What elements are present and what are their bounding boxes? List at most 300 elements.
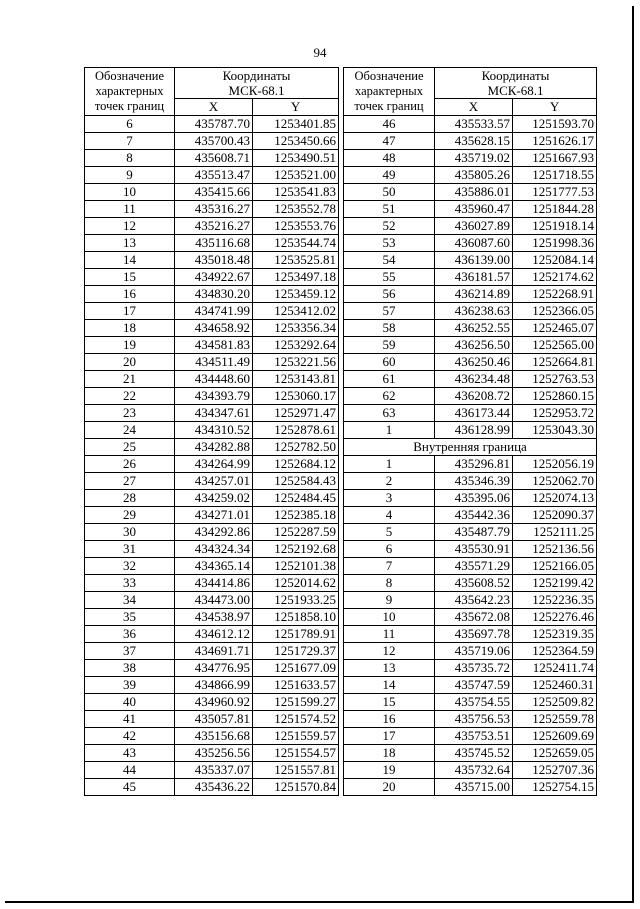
table-row [85,286,339,303]
y-coordinate-cell: 1252166.05 [513,558,597,575]
x-coordinate-cell: 435754.55 [435,694,513,711]
x-coordinate-cell: 434282.88 [175,439,253,456]
y-coordinate-cell: 1252236.35 [513,592,597,609]
table-row [344,592,597,609]
table-row [85,116,339,133]
table-row [344,269,597,286]
table-row [85,371,339,388]
y-coordinate-cell: 1251557.81 [253,762,339,779]
x-coordinate-cell: 435487.79 [435,524,513,541]
y-coordinate-cell: 1252366.05 [513,303,597,320]
point-id-cell: 27 [85,473,175,490]
table-row [344,218,597,235]
point-id-cell: 44 [85,762,175,779]
y-coordinate-cell: 1251677.09 [253,660,339,677]
x-coordinate-cell: 436128.99 [435,422,513,439]
point-id-cell: 38 [85,660,175,677]
y-coordinate-cell: 1252199.42 [513,575,597,592]
point-id-cell: 5 [344,524,435,541]
x-coordinate-cell: 435608.52 [435,575,513,592]
table-row [85,354,339,371]
x-coordinate-cell: 435442.36 [435,507,513,524]
x-coordinate-cell: 435732.64 [435,762,513,779]
point-id-cell: 10 [85,184,175,201]
y-coordinate-cell: 1252971.47 [253,405,339,422]
y-coordinate-cell: 1252174.62 [513,269,597,286]
point-id-cell: 26 [85,456,175,473]
y-coordinate-cell: 1251559.57 [253,728,339,745]
points-column-header: Обозначение характерных точек границ [344,68,435,116]
y-coordinate-cell: 1252101.38 [253,558,339,575]
table-row [344,371,597,388]
y-coordinate-cell: 1253060.17 [253,388,339,405]
x-coordinate-cell: 434264.99 [175,456,253,473]
table-row [344,779,597,796]
x-coordinate-cell: 434473.00 [175,592,253,609]
table-row [344,745,597,762]
y-coordinate-cell: 1251789.91 [253,626,339,643]
point-id-cell: 61 [344,371,435,388]
table-row [85,524,339,541]
point-id-cell: 9 [344,592,435,609]
table-row [85,592,339,609]
table-row [344,201,597,218]
x-coordinate-cell: 435415.66 [175,184,253,201]
x-coordinate-cell: 434658.92 [175,320,253,337]
x-coordinate-cell: 435745.52 [435,745,513,762]
coordinates-table-right [343,67,597,796]
point-id-cell: 14 [85,252,175,269]
point-id-cell: 17 [344,728,435,745]
table-row [344,252,597,269]
table-row [85,388,339,405]
x-coordinate-cell: 434581.83 [175,337,253,354]
x-coordinate-cell: 435697.78 [435,626,513,643]
points-column-header: Обозначение характерных точек границ [85,68,175,116]
point-id-cell: 36 [85,626,175,643]
y-coordinate-cell: 1252565.00 [513,337,597,354]
table-row [344,541,597,558]
y-coordinate-cell: 1252684.12 [253,456,339,473]
x-coordinate-cell: 435116.68 [175,235,253,252]
y-coordinate-cell: 1252014.62 [253,575,339,592]
table-row [344,728,597,745]
x-coordinate-cell: 436208.72 [435,388,513,405]
y-coordinate-cell: 1253459.12 [253,286,339,303]
table-row [85,609,339,626]
y-coordinate-cell: 1253143.81 [253,371,339,388]
y-coordinate-cell: 1251718.55 [513,167,597,184]
inner-boundary-label: Внутренняя граница [344,439,597,456]
y-coordinate-cell: 1251918.14 [513,218,597,235]
table-row [344,286,597,303]
table-row [85,626,339,643]
table-row [85,405,339,422]
point-id-cell: 2 [344,473,435,490]
point-id-cell: 63 [344,405,435,422]
right-table-body [344,116,597,796]
x-coordinate-cell: 435571.29 [435,558,513,575]
x-coordinate-cell: 434448.60 [175,371,253,388]
table-row [85,728,339,745]
x-coordinate-cell: 436252.55 [435,320,513,337]
y-coordinate-cell: 1251777.53 [513,184,597,201]
table-row [85,218,339,235]
point-id-cell: 49 [344,167,435,184]
x-coordinate-cell: 435057.81 [175,711,253,728]
point-id-cell: 22 [85,388,175,405]
point-id-cell: 13 [85,235,175,252]
y-coordinate-cell: 1251667.93 [513,150,597,167]
table-row [85,235,339,252]
table-row [85,184,339,201]
point-id-cell: 19 [85,337,175,354]
point-id-cell: 18 [85,320,175,337]
x-coordinate-cell: 435886.01 [435,184,513,201]
table-row [344,354,597,371]
table-row [344,320,597,337]
table-row [344,167,597,184]
table-row [344,643,597,660]
point-id-cell: 16 [85,286,175,303]
table-row [85,167,339,184]
point-id-cell: 28 [85,490,175,507]
x-coordinate-cell: 434511.49 [175,354,253,371]
point-id-cell: 3 [344,490,435,507]
point-id-cell: 35 [85,609,175,626]
x-coordinate-cell: 436027.89 [435,218,513,235]
x-coordinate-cell: 435530.91 [435,541,513,558]
table-row [85,643,339,660]
table-row [85,252,339,269]
y-coordinate-cell: 1252268.91 [513,286,597,303]
x-coordinate-cell: 434612.12 [175,626,253,643]
y-coordinate-cell: 1253521.00 [253,167,339,184]
x-coordinate-cell: 434960.92 [175,694,253,711]
table-row [85,133,339,150]
y-column-header: Y [513,99,597,116]
y-coordinate-cell: 1252074.13 [513,490,597,507]
x-coordinate-cell: 435747.59 [435,677,513,694]
point-id-cell: 40 [85,694,175,711]
y-coordinate-cell: 1252062.70 [513,473,597,490]
section-row [344,439,597,456]
point-id-cell: 4 [344,507,435,524]
point-id-cell: 29 [85,507,175,524]
point-id-cell: 56 [344,286,435,303]
table-row [344,456,597,473]
point-id-cell: 62 [344,388,435,405]
x-coordinate-cell: 436139.00 [435,252,513,269]
x-coordinate-cell: 435296.81 [435,456,513,473]
y-coordinate-cell: 1252584.43 [253,473,339,490]
table-row [85,779,339,796]
x-coordinate-cell: 435337.07 [175,762,253,779]
point-id-cell: 55 [344,269,435,286]
point-id-cell: 13 [344,660,435,677]
table-row [85,694,339,711]
coordinates-header: Координаты МСК-68.1 [435,68,597,99]
y-coordinate-cell: 1252385.18 [253,507,339,524]
x-coordinate-cell: 435436.22 [175,779,253,796]
x-coordinate-cell: 436238.63 [435,303,513,320]
y-coordinate-cell: 1251599.27 [253,694,339,711]
y-coordinate-cell: 1252084.14 [513,252,597,269]
y-coordinate-cell: 1252754.15 [513,779,597,796]
y-coordinate-cell: 1251858.10 [253,609,339,626]
table-row [344,660,597,677]
point-id-cell: 47 [344,133,435,150]
x-column-header: X [175,99,253,116]
y-coordinate-cell: 1253401.85 [253,116,339,133]
table-row [85,439,339,456]
x-coordinate-cell: 436087.60 [435,235,513,252]
y-coordinate-cell: 1252860.15 [513,388,597,405]
table-row [344,422,597,439]
x-coordinate-cell: 434257.01 [175,473,253,490]
x-coordinate-cell: 434271.01 [175,507,253,524]
point-id-cell: 15 [85,269,175,286]
point-id-cell: 51 [344,201,435,218]
point-id-cell: 8 [344,575,435,592]
y-coordinate-cell: 1252878.61 [253,422,339,439]
table-row [85,507,339,524]
y-coordinate-cell: 1252465.07 [513,320,597,337]
table-row [85,320,339,337]
y-coordinate-cell: 1252609.69 [513,728,597,745]
point-id-cell: 12 [344,643,435,660]
y-coordinate-cell: 1253292.64 [253,337,339,354]
page-number: 94 [313,45,327,60]
x-coordinate-cell: 434292.86 [175,524,253,541]
table-row [344,235,597,252]
x-coordinate-cell: 435533.57 [435,116,513,133]
point-id-cell: 46 [344,116,435,133]
y-coordinate-cell: 1252090.37 [513,507,597,524]
table-row [344,677,597,694]
y-coordinate-cell: 1252664.81 [513,354,597,371]
x-coordinate-cell: 436173.44 [435,405,513,422]
point-id-cell: 9 [85,167,175,184]
x-coordinate-cell: 435395.06 [435,490,513,507]
y-coordinate-cell: 1253525.81 [253,252,339,269]
table-row [85,745,339,762]
table-row [344,473,597,490]
point-id-cell: 30 [85,524,175,541]
x-coordinate-cell: 435719.06 [435,643,513,660]
table-row [344,558,597,575]
y-coordinate-cell: 1253544.74 [253,235,339,252]
point-id-cell: 31 [85,541,175,558]
y-coordinate-cell: 1252953.72 [513,405,597,422]
y-coordinate-cell: 1252276.46 [513,609,597,626]
x-coordinate-cell: 435156.68 [175,728,253,745]
x-coordinate-cell: 434347.61 [175,405,253,422]
x-coordinate-cell: 436214.89 [435,286,513,303]
y-coordinate-cell: 1251933.25 [253,592,339,609]
table-row [85,473,339,490]
y-coordinate-cell: 1251593.70 [513,116,597,133]
x-coordinate-cell: 435316.27 [175,201,253,218]
y-coordinate-cell: 1253497.18 [253,269,339,286]
y-coordinate-cell: 1252287.59 [253,524,339,541]
point-id-cell: 7 [344,558,435,575]
point-id-cell: 18 [344,745,435,762]
y-coordinate-cell: 1253450.66 [253,133,339,150]
table-row [344,116,597,133]
x-coordinate-cell: 435700.43 [175,133,253,150]
y-coordinate-cell: 1253221.56 [253,354,339,371]
x-coordinate-cell: 434259.02 [175,490,253,507]
x-coordinate-cell: 435513.47 [175,167,253,184]
coordinates-header: Координаты МСК-68.1 [175,68,339,99]
point-id-cell: 58 [344,320,435,337]
coordinates-table-left [84,67,339,796]
table-row [85,660,339,677]
point-id-cell: 37 [85,643,175,660]
point-id-cell: 1 [344,456,435,473]
table-row [344,150,597,167]
x-coordinate-cell: 434922.67 [175,269,253,286]
x-coordinate-cell: 435628.15 [435,133,513,150]
x-coordinate-cell: 435346.39 [435,473,513,490]
x-coordinate-cell: 435960.47 [435,201,513,218]
point-id-cell: 23 [85,405,175,422]
table-row [85,150,339,167]
table-row [85,303,339,320]
y-coordinate-cell: 1251729.37 [253,643,339,660]
y-coordinate-cell: 1253356.34 [253,320,339,337]
point-id-cell: 6 [344,541,435,558]
point-id-cell: 11 [85,201,175,218]
y-coordinate-cell: 1251570.84 [253,779,339,796]
x-coordinate-cell: 435719.02 [435,150,513,167]
point-id-cell: 53 [344,235,435,252]
y-coordinate-cell: 1251626.17 [513,133,597,150]
y-coordinate-cell: 1253552.78 [253,201,339,218]
y-coordinate-cell: 1251844.28 [513,201,597,218]
y-coordinate-cell: 1252509.82 [513,694,597,711]
table-row [344,184,597,201]
table-row [85,456,339,473]
x-coordinate-cell: 435642.23 [435,592,513,609]
y-coordinate-cell: 1252782.50 [253,439,339,456]
point-id-cell: 45 [85,779,175,796]
table-row [344,609,597,626]
point-id-cell: 59 [344,337,435,354]
x-coordinate-cell: 435608.71 [175,150,253,167]
x-coordinate-cell: 434414.86 [175,575,253,592]
y-coordinate-cell: 1252460.31 [513,677,597,694]
point-id-cell: 6 [85,116,175,133]
table-row [85,490,339,507]
x-coordinate-cell: 434691.71 [175,643,253,660]
point-id-cell: 7 [85,133,175,150]
point-id-cell: 10 [344,609,435,626]
y-coordinate-cell: 1252411.74 [513,660,597,677]
table-row [85,201,339,218]
point-id-cell: 57 [344,303,435,320]
point-id-cell: 20 [344,779,435,796]
x-coordinate-cell: 434393.79 [175,388,253,405]
x-coordinate-cell: 435256.56 [175,745,253,762]
x-coordinate-cell: 435672.08 [435,609,513,626]
table-row [344,303,597,320]
point-id-cell: 41 [85,711,175,728]
x-coordinate-cell: 435216.27 [175,218,253,235]
point-id-cell: 21 [85,371,175,388]
point-id-cell: 20 [85,354,175,371]
x-coordinate-cell: 434538.97 [175,609,253,626]
point-id-cell: 43 [85,745,175,762]
y-coordinate-cell: 1252707.36 [513,762,597,779]
point-id-cell: 52 [344,218,435,235]
x-coordinate-cell: 435018.48 [175,252,253,269]
x-coordinate-cell: 435805.26 [435,167,513,184]
y-coordinate-cell: 1252056.19 [513,456,597,473]
table-row [344,388,597,405]
point-id-cell: 42 [85,728,175,745]
y-coordinate-cell: 1251633.57 [253,677,339,694]
y-coordinate-cell: 1253412.02 [253,303,339,320]
table-row [344,507,597,524]
table-row [344,626,597,643]
y-coordinate-cell: 1252484.45 [253,490,339,507]
y-coordinate-cell: 1252659.05 [513,745,597,762]
x-coordinate-cell: 435753.51 [435,728,513,745]
x-coordinate-cell: 436234.48 [435,371,513,388]
point-id-cell: 16 [344,711,435,728]
y-coordinate-cell: 1252763.53 [513,371,597,388]
table-row [85,558,339,575]
point-id-cell: 8 [85,150,175,167]
table-row [344,711,597,728]
y-coordinate-cell: 1252111.25 [513,524,597,541]
x-coordinate-cell: 434310.52 [175,422,253,439]
table-row [85,541,339,558]
point-id-cell: 12 [85,218,175,235]
table-row [85,422,339,439]
point-id-cell: 32 [85,558,175,575]
x-coordinate-cell: 434776.95 [175,660,253,677]
point-id-cell: 39 [85,677,175,694]
y-coordinate-cell: 1252192.68 [253,541,339,558]
x-coordinate-cell: 435756.53 [435,711,513,728]
table-row [85,337,339,354]
left-table-body [85,116,339,796]
y-coordinate-cell: 1253553.76 [253,218,339,235]
point-id-cell: 50 [344,184,435,201]
x-coordinate-cell: 436181.57 [435,269,513,286]
point-id-cell: 33 [85,575,175,592]
point-id-cell: 25 [85,439,175,456]
table-row [85,677,339,694]
table-row [85,575,339,592]
y-coordinate-cell: 1251574.52 [253,711,339,728]
table-row [344,694,597,711]
x-coordinate-cell: 434866.99 [175,677,253,694]
x-coordinate-cell: 436250.46 [435,354,513,371]
y-coordinate-cell: 1252136.56 [513,541,597,558]
table-row [344,524,597,541]
point-id-cell: 11 [344,626,435,643]
point-id-cell: 1 [344,422,435,439]
table-row [344,405,597,422]
point-id-cell: 60 [344,354,435,371]
y-coordinate-cell: 1253043.30 [513,422,597,439]
table-row [85,269,339,286]
y-coordinate-cell: 1251554.57 [253,745,339,762]
